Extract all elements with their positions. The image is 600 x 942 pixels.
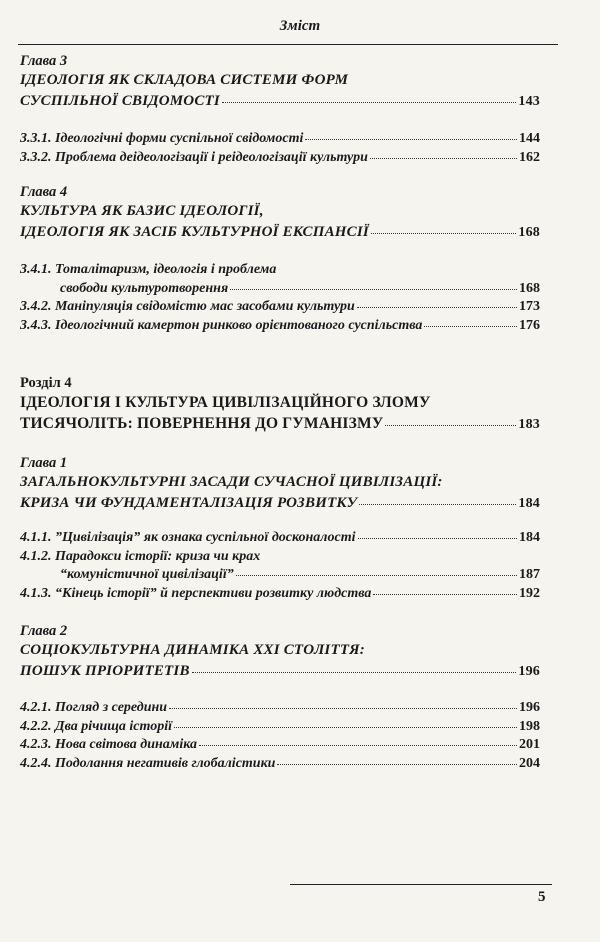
chapter-label: Глава 4 — [20, 184, 68, 200]
chapter-3-entries — [20, 130, 540, 167]
section-label: Розділ 4 — [20, 375, 72, 391]
chapter-4 — [20, 183, 540, 243]
toc-entry — [20, 130, 540, 149]
page-ref: 173 — [519, 299, 540, 315]
header-rule — [18, 44, 558, 45]
chapter-title-line: СОЦІОКУЛЬТУРНА ДИНАМІКА XXI СТОЛІТТЯ: — [20, 642, 365, 658]
page-number: 5 — [538, 889, 546, 905]
entry-title: 4.2.2. Два річища історії — [20, 718, 172, 734]
dot-leader — [305, 138, 517, 140]
section-title-line: ІДЕОЛОГІЯ І КУЛЬТУРА ЦИВІЛІЗАЦІЙНОГО ЗЛОМУ — [20, 394, 431, 411]
toc-entry — [20, 736, 540, 755]
page-ref: 184 — [518, 496, 540, 511]
entry-title: свободи культуротворення — [60, 280, 229, 296]
chapter-title-line: КУЛЬТУРА ЯК БАЗИС ІДЕОЛОГІЇ, — [20, 203, 264, 219]
toc-entry — [20, 699, 540, 718]
dot-leader — [424, 325, 517, 327]
toc-entry — [20, 317, 540, 336]
page-ref: 184 — [519, 530, 540, 545]
page-ref: 176 — [519, 318, 540, 334]
dot-leader — [199, 744, 517, 746]
toc-entry — [20, 585, 540, 604]
entry-title: 3.4.2. Маніпуляція свідомістю мас засобами культури — [20, 299, 355, 315]
toc-entry-line: 3.4.1. Тоталітаризм, ідеологія і проблема — [20, 262, 277, 277]
toc-entry — [20, 566, 540, 585]
entry-title: 4.2.4. Подолання негативів глобалістики — [20, 756, 276, 772]
dot-leader — [358, 537, 518, 539]
toc-entry-line: 4.1.2. Парадокси історії: криза чи крах — [20, 548, 261, 564]
chapter-title-row — [20, 222, 540, 243]
chapter-label: Глава 3 — [20, 53, 68, 69]
dot-leader — [370, 157, 517, 159]
chapter-title-line: ПОШУК ПРІОРИТЕТІВ — [20, 663, 190, 679]
entry-title: 3.4.3. Ідеологічний камертон ринково орієнтованого суспільства — [20, 318, 423, 334]
chapter-label: Глава 1 — [20, 455, 68, 471]
page-ref: 196 — [518, 664, 540, 679]
dot-leader — [222, 101, 516, 103]
dot-leader — [174, 726, 517, 728]
chapter-label: Глава 2 — [20, 623, 68, 639]
dot-leader — [192, 671, 517, 673]
chapter-4-entries — [20, 261, 540, 336]
page-ref: 204 — [519, 756, 540, 772]
dot-leader — [230, 288, 517, 290]
page-ref: 201 — [519, 737, 540, 753]
section-title-line: ТИСЯЧОЛІТЬ: ПОВЕРНЕННЯ ДО ГУМАНІЗМУ — [20, 415, 384, 432]
toc-entry — [20, 718, 540, 737]
chapter-title-row — [20, 661, 540, 682]
chapter-title-line: СУСПІЛЬНОЇ СВІДОМОСТІ — [20, 93, 220, 109]
page-ref: 183 — [518, 417, 540, 432]
running-head: Зміст — [279, 18, 321, 34]
page-ref: 168 — [518, 225, 540, 240]
entry-title: “комуністичної цивілізації” — [60, 567, 234, 583]
chapter-2 — [20, 622, 540, 682]
dot-leader — [277, 763, 517, 765]
chapter-title-line: КРИЗА ЧИ ФУНДАМЕНТАЛІЗАЦІЯ РОЗВИТКУ — [20, 495, 358, 511]
page-ref: 168 — [519, 280, 540, 296]
page-ref: 187 — [519, 567, 540, 583]
chapter-title-line: ІДЕОЛОГІЯ ЯК СКЛАДОВА СИСТЕМИ ФОРМ — [20, 72, 349, 88]
chapter-title-row — [20, 91, 540, 112]
page-ref: 144 — [519, 131, 540, 146]
dot-leader — [385, 424, 516, 426]
entry-title: 3.3.2. Проблема деідеологізації і реідеологізації культури — [20, 149, 368, 165]
toc-entry — [20, 149, 540, 168]
dot-leader — [357, 306, 517, 308]
chapter-3 — [20, 52, 540, 112]
entry-title: 3.3.1. Ідеологічні форми суспільної свідомості — [20, 131, 304, 146]
footer-rule — [290, 884, 552, 885]
page-ref: 196 — [519, 700, 540, 715]
chapter-title-line: ІДЕОЛОГІЯ ЯК ЗАСІБ КУЛЬТУРНОЇ ЕКСПАНСІЇ — [20, 224, 369, 240]
chapter-title-line: ЗАГАЛЬНОКУЛЬТУРНІ ЗАСАДИ СУЧАСНОЇ ЦИВІЛІЗАЦІЇ: — [20, 474, 443, 490]
entry-title: 4.1.1. ”Цивілізація” як ознака суспільної досконалості — [20, 530, 356, 545]
entry-title: 4.2.3. Нова світова динаміка — [20, 737, 198, 753]
toc-entry — [20, 755, 540, 774]
toc-entry — [20, 529, 540, 548]
page-ref: 143 — [518, 94, 540, 109]
dot-leader — [236, 574, 517, 576]
entry-title: 4.2.1. Погляд з середини — [20, 700, 168, 715]
page-ref: 192 — [519, 586, 540, 602]
entry-title: 4.1.3. “Кінець історії” й перспективи розвитку людства — [20, 586, 372, 602]
dot-leader — [373, 593, 517, 595]
page-ref: 162 — [519, 149, 540, 165]
chapter-title-row — [20, 493, 540, 514]
chapter-1-entries — [20, 529, 540, 604]
dot-leader — [169, 707, 517, 709]
section-4 — [20, 374, 540, 435]
dot-leader — [371, 232, 516, 234]
toc-entry — [20, 280, 540, 299]
dot-leader — [359, 503, 516, 505]
chapter-1 — [20, 454, 540, 514]
chapter-2-entries — [20, 699, 540, 774]
toc-entry — [20, 298, 540, 317]
section-title-row — [20, 413, 540, 435]
page-ref: 198 — [519, 718, 540, 734]
